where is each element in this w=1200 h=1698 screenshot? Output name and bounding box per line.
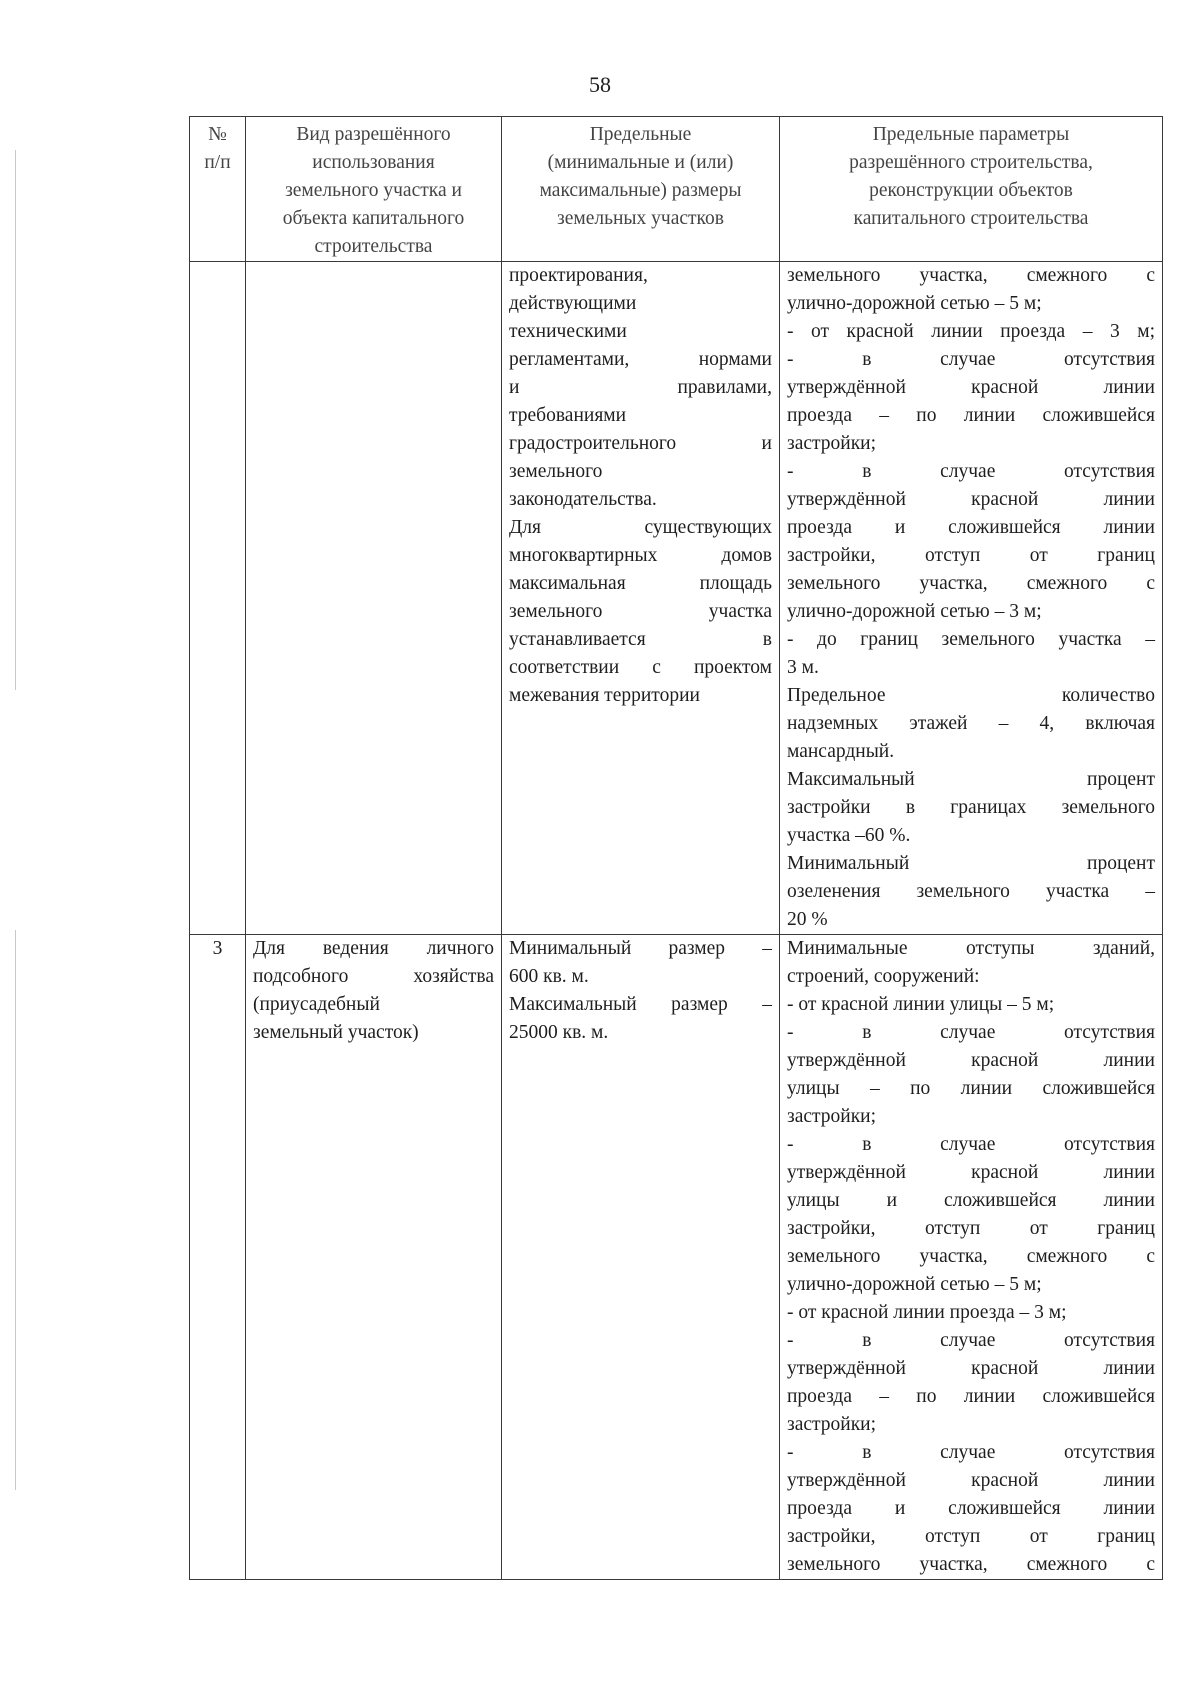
text-line: земельного участка, смежного с bbox=[787, 1554, 1155, 1575]
row-construction-parameters bbox=[780, 262, 1163, 935]
text-line: застройки; bbox=[787, 1106, 877, 1127]
text-line: Минимальный процент bbox=[787, 853, 1155, 874]
text-line: застройки, отступ от границ bbox=[787, 1526, 1155, 1547]
text-line: Предельные bbox=[589, 124, 692, 145]
header-construction-parameters bbox=[780, 117, 1163, 262]
header-number bbox=[190, 117, 246, 262]
text-line: и правилами, bbox=[509, 377, 772, 398]
text-line: 25000 кв. м. bbox=[509, 1022, 609, 1043]
text-line: регламентами, нормами bbox=[509, 349, 772, 370]
text-line: Предельное количество bbox=[787, 685, 1155, 706]
row-number bbox=[190, 262, 246, 935]
text-line: проезда – по линии сложившейся bbox=[787, 405, 1155, 426]
header-land-plot-sizes bbox=[502, 117, 780, 262]
text-line: озеленения земельного участка – bbox=[787, 881, 1155, 902]
text-line: - в случае отсутствия bbox=[787, 349, 1155, 370]
text-line: строительства bbox=[314, 236, 433, 257]
text-line: требованиями bbox=[509, 405, 627, 426]
text-line: градостроительного и bbox=[509, 433, 772, 454]
text-line: 3 м. bbox=[787, 657, 819, 678]
text-line: техническими bbox=[509, 321, 627, 342]
text-line: Для существующих bbox=[509, 517, 772, 538]
text-line: улицы и сложившейся линии bbox=[787, 1190, 1155, 1211]
text-line: утверждённой красной линии bbox=[787, 1470, 1155, 1491]
regulations-table bbox=[189, 116, 1163, 1580]
text-line: улицы – по линии сложившейся bbox=[787, 1078, 1155, 1099]
text-line: Максимальный размер – bbox=[509, 994, 772, 1015]
text-line: застройки в границах земельного bbox=[787, 797, 1155, 818]
text-line: земельный участок) bbox=[253, 1022, 419, 1043]
text-line: земельного участка, смежного с bbox=[787, 1246, 1155, 1267]
text-line: утверждённой красной линии bbox=[787, 1050, 1155, 1071]
text-line: реконструкции объектов bbox=[869, 180, 1073, 201]
text-line: утверждённой красной линии bbox=[787, 489, 1155, 510]
text-line: объекта капитального bbox=[282, 208, 465, 229]
text-line: Минимальный размер – bbox=[509, 938, 772, 959]
text-line: - в случае отсутствия bbox=[787, 1134, 1155, 1155]
text-line: Максимальный процент bbox=[787, 769, 1155, 790]
text-line: законодательства. bbox=[509, 489, 657, 510]
text-line: Предельные параметры bbox=[872, 124, 1070, 145]
text-line: 600 кв. м. bbox=[509, 966, 589, 987]
text-line: межевания территории bbox=[509, 685, 700, 706]
text-line: земельного участка и bbox=[285, 180, 462, 201]
table-row bbox=[190, 262, 1163, 935]
text-line: - в случае отсутствия bbox=[787, 1330, 1155, 1351]
text-line: проезда – по линии сложившейся bbox=[787, 1386, 1155, 1407]
text-line: действующими bbox=[509, 293, 637, 314]
text-line: соответствии с проектом bbox=[509, 657, 772, 678]
scan-edge-mark bbox=[15, 150, 16, 690]
page-number: 58 bbox=[589, 72, 611, 97]
text-line: - от красной линии проезда – 3 м; bbox=[787, 321, 1155, 342]
text-line: земельного участка, смежного с bbox=[787, 265, 1155, 286]
text-line: - от красной линии улицы – 5 м; bbox=[787, 994, 1055, 1015]
text-line: мансардный. bbox=[787, 741, 895, 762]
text-line: многоквартирных домов bbox=[509, 545, 772, 566]
row-land-plot-sizes bbox=[502, 262, 780, 935]
text-line: 20 % bbox=[787, 909, 828, 930]
text-line: - до границ земельного участка – bbox=[787, 629, 1155, 650]
text-line: (минимальные и (или) bbox=[547, 152, 734, 173]
text-line: улично-дорожной сетью – 5 м; bbox=[787, 293, 1042, 314]
row-number: 3 bbox=[190, 935, 246, 1580]
text-line: Вид разрешённого bbox=[296, 124, 451, 145]
text-line: - в случае отсутствия bbox=[787, 461, 1155, 482]
text-line: утверждённой красной линии bbox=[787, 377, 1155, 398]
text-line: улично-дорожной сетью – 3 м; bbox=[787, 601, 1042, 622]
text-line: Для ведения личного bbox=[253, 938, 494, 959]
text-line: земельного участка bbox=[509, 601, 772, 622]
scan-edge-mark bbox=[15, 930, 16, 1490]
row-land-plot-sizes bbox=[502, 935, 780, 1580]
text-line: улично-дорожной сетью – 5 м; bbox=[787, 1274, 1042, 1295]
row-permitted-use-type bbox=[246, 262, 502, 935]
text-line: строений, сооружений: bbox=[787, 966, 980, 987]
table-header-row bbox=[190, 117, 1163, 262]
text-line: разрешённого строительства, bbox=[849, 152, 1093, 173]
text-line: земельных участков bbox=[557, 208, 724, 229]
text-line: проезда и сложившейся линии bbox=[787, 517, 1155, 538]
text-line: № bbox=[208, 124, 227, 145]
table-row bbox=[190, 935, 1163, 1580]
text-line: земельного участка, смежного с bbox=[787, 573, 1155, 594]
text-line: максимальные) размеры bbox=[539, 180, 742, 201]
text-line: капитального строительства bbox=[853, 208, 1089, 229]
text-line: максимальная площадь bbox=[509, 573, 772, 594]
text-line: использования bbox=[312, 152, 435, 173]
text-line: застройки, отступ от границ bbox=[787, 545, 1155, 566]
text-line: застройки; bbox=[787, 1414, 877, 1435]
text-line: - в случае отсутствия bbox=[787, 1022, 1155, 1043]
text-line: - от красной линии проезда – 3 м; bbox=[787, 1302, 1067, 1323]
text-line: участка –60 %. bbox=[787, 825, 911, 846]
text-line: (приусадебный bbox=[253, 994, 380, 1015]
row-permitted-use-type bbox=[246, 935, 502, 1580]
text-line: земельного bbox=[509, 461, 603, 482]
text-line: проектирования, bbox=[509, 265, 648, 286]
text-line: Минимальные отступы зданий, bbox=[787, 938, 1155, 959]
header-permitted-use-type bbox=[246, 117, 502, 262]
text-line: - в случае отсутствия bbox=[787, 1442, 1155, 1463]
row-construction-parameters bbox=[780, 935, 1163, 1580]
text-line: утверждённой красной линии bbox=[787, 1358, 1155, 1379]
text-line: утверждённой красной линии bbox=[787, 1162, 1155, 1183]
text-line: проезда и сложившейся линии bbox=[787, 1498, 1155, 1519]
text-line: застройки; bbox=[787, 433, 877, 454]
text-line: п/п bbox=[204, 152, 231, 173]
text-line: надземных этажей – 4, включая bbox=[787, 713, 1155, 734]
text-line: устанавливается в bbox=[509, 629, 772, 650]
text-line: застройки, отступ от границ bbox=[787, 1218, 1155, 1239]
text-line: подсобного хозяйства bbox=[253, 966, 494, 987]
